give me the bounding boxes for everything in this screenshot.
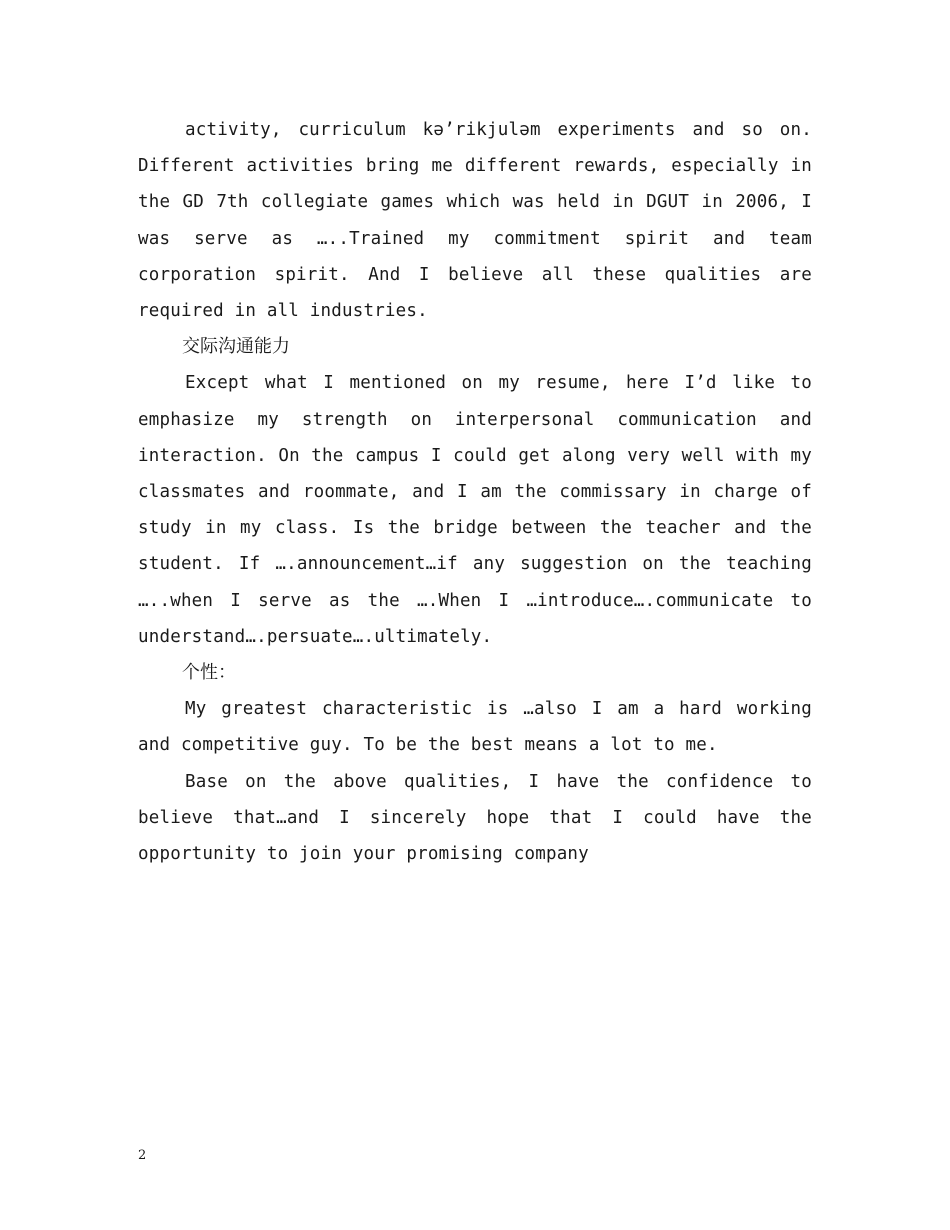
paragraph-activities: activity, curriculum kə’rikjuləm experiments and so on. Different activities bring me different rewards, especially in the GD 7th collegiate games which was held in DGUT in 2006, I was serve as …..Trained my commitment spirit and team corporation spirit. And I believe all these qualities are required in all industries. (138, 120, 812, 322)
heading-personality: 个性： (182, 662, 236, 684)
page-number: 2 (138, 1148, 147, 1163)
document-body (138, 112, 812, 872)
paragraph-personality: My greatest characteristic is …also I am a hard working and competitive guy. To be the best means a lot to me. (138, 699, 812, 756)
paragraph-communication: Except what I mentioned on my resume, here I’d like to emphasize my strength on interpersonal communication and interaction. On the campus I could get along very well with my classmates and roommate, and I am the commissary in charge of study in my class. Is the bridge between the teacher and the student. If ….announcement…if any suggestion on the teaching …..when I serve as the ….When I …introduce….communicate to understand….persuate….ultimately. (138, 373, 812, 647)
heading-communication-skills: 交际沟通能力 (182, 336, 290, 358)
paragraph-conclusion: Base on the above qualities, I have the confidence to believe that…and I sincerely hope that I could have the opportunity to join your promising company (138, 771, 812, 865)
